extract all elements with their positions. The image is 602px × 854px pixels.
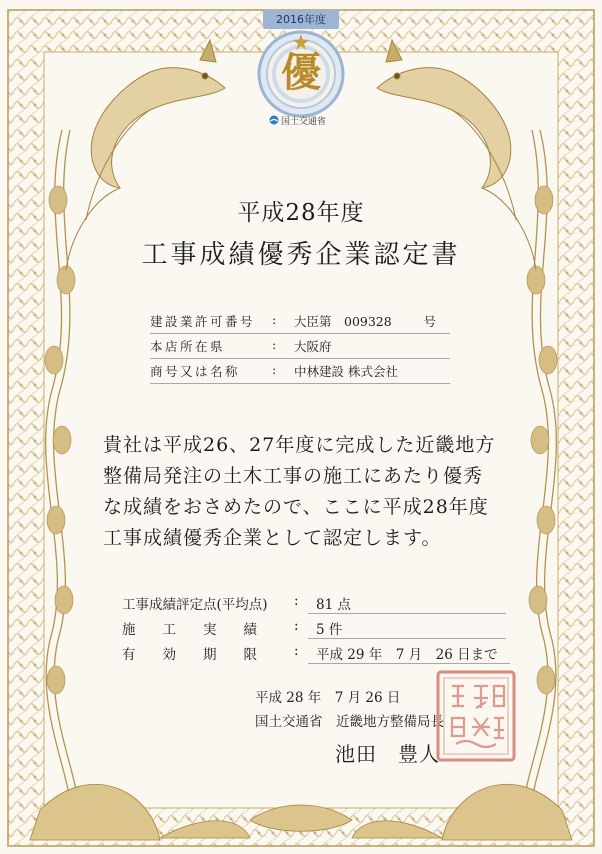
detail-label: 施 工 実 績 [122, 622, 257, 638]
excellence-emblem [251, 10, 351, 130]
signer-name: 池田 豊人 [335, 742, 440, 766]
evaluation-details [122, 593, 522, 668]
info-label: 建設業許可番号 [150, 314, 256, 329]
detail-value: 平成 29 年 7 月 26 日まで [316, 647, 498, 663]
info-suffix: 号 [423, 314, 436, 329]
certificate-year-title: 平成28年度 [237, 200, 365, 226]
detail-value: 5 件 [316, 622, 343, 638]
detail-row-validity [122, 643, 522, 668]
detail-row-record [122, 618, 522, 643]
certificate-body [103, 430, 523, 554]
info-value: 中林建設 株式会社 [294, 364, 398, 379]
detail-underline [308, 613, 506, 614]
info-row-license [150, 310, 450, 334]
mlit-logo-icon [269, 115, 279, 125]
detail-label: 工事成績評定点(平均点) [122, 597, 268, 613]
official-seal [434, 668, 518, 764]
emblem-ministry-name: 国土交通省 [281, 117, 327, 127]
body-line: 工事成績優秀企業として認定します。 [103, 527, 442, 549]
emblem-character: 優 [281, 49, 321, 96]
company-info [150, 310, 450, 385]
emblem-year: 2016年度 [263, 10, 339, 29]
certificate-title: 工事成績優秀企業認定書 [141, 240, 461, 270]
info-row-company-name [150, 360, 450, 384]
info-value: 大臣第 009328 [294, 314, 392, 329]
detail-underline [308, 638, 506, 639]
info-label: 商号又は名称 [150, 364, 241, 379]
detail-value: 81 点 [316, 597, 351, 613]
detail-label: 有 効 期 限 [122, 647, 257, 663]
info-label: 本店所在県 [150, 339, 226, 354]
body-line: 整備局発注の土木工事の施工にあたり優秀 [103, 465, 484, 487]
info-colon: : [272, 312, 277, 327]
issuing-office: 国土交通省 近畿地方整備局長 [255, 714, 444, 730]
info-colon: : [272, 337, 277, 352]
issue-date: 平成 28 年 7 月 26 日 [255, 690, 401, 706]
info-value: 大阪府 [294, 339, 332, 354]
info-colon: : [272, 362, 277, 377]
emblem-ministry [269, 115, 351, 129]
body-line: 貴社は平成26、27年度に完成した近畿地方 [103, 434, 496, 456]
detail-colon: : [294, 618, 299, 634]
detail-colon: : [294, 593, 299, 609]
body-line: な成績をおさめたので、ここに平成28年度 [103, 496, 489, 518]
detail-row-score [122, 593, 522, 618]
detail-underline [308, 663, 510, 664]
detail-colon: : [294, 643, 299, 659]
info-row-prefecture [150, 335, 450, 359]
